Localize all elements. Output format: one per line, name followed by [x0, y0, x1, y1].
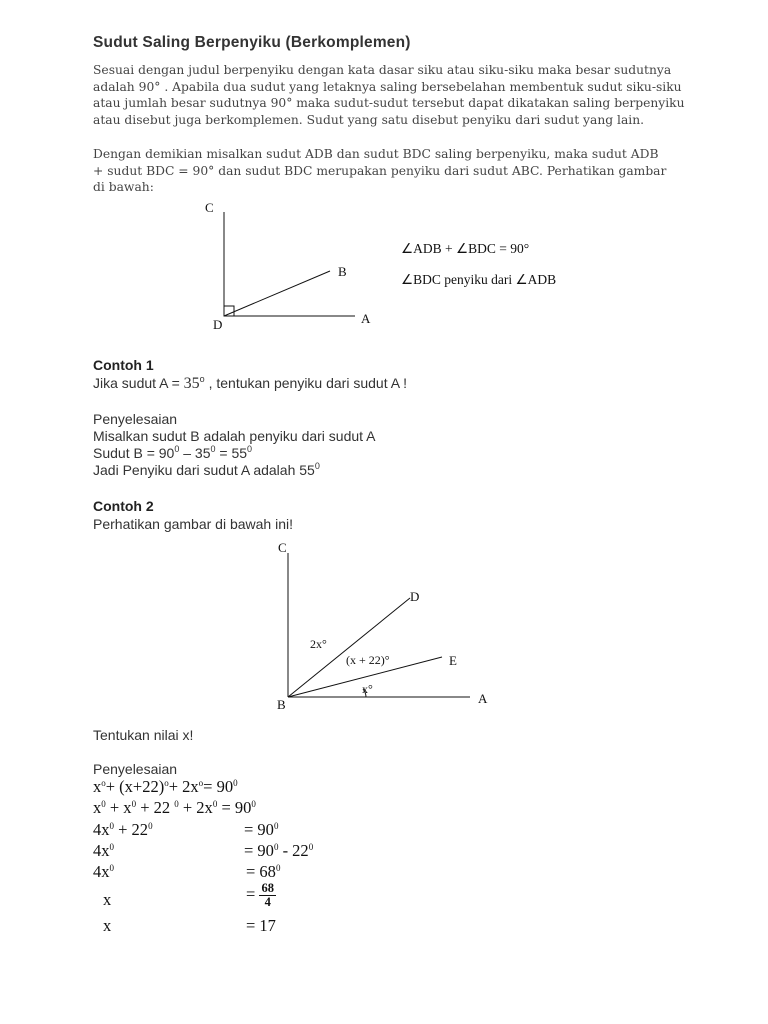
step-7-right: = 17	[246, 916, 276, 935]
step-2	[93, 798, 256, 818]
contoh-1-line-1: Misalkan sudut B adalah penyiku dari sudut A	[93, 428, 376, 444]
numerator: 68	[261, 881, 274, 895]
step-4-left	[93, 841, 114, 861]
step-1	[93, 777, 238, 797]
degree-sup: 0	[131, 799, 137, 809]
step-1-term: + (x+22)	[105, 777, 165, 796]
degree-sup: 0	[210, 444, 216, 454]
degree-sup: 0	[212, 799, 218, 809]
step-5-term: 4x	[93, 862, 110, 881]
step-2-term: = 90	[217, 798, 252, 817]
degree-sup: 0	[273, 842, 279, 852]
step-6-right	[246, 882, 276, 909]
degree-sup: o	[164, 778, 169, 788]
denominator: 4	[264, 895, 271, 909]
example-intro-paragraph	[93, 146, 693, 196]
question-prefix: Jika sudut A =	[93, 375, 184, 391]
degree-sup: o	[198, 778, 204, 788]
step-1-term: x	[93, 777, 102, 796]
step-3-term: 4x	[93, 820, 110, 839]
degree-sup: 0	[174, 444, 180, 454]
figure-2-diagram	[270, 540, 500, 715]
step-3-left	[93, 820, 153, 840]
intro-paragraph	[93, 62, 693, 128]
formula-sum: ∠ADB + ∠BDC = 90°	[401, 241, 530, 256]
degree-sup: o	[101, 778, 106, 788]
fraction	[259, 882, 276, 909]
line3-text: Jadi Penyiku dari sudut A adalah 55	[93, 462, 315, 478]
label-e: E	[449, 653, 457, 668]
degree-sup: 0	[109, 821, 114, 831]
contoh-2-instruction: Perhatikan gambar di bawah ini!	[93, 516, 294, 532]
degree-sup: o	[199, 374, 205, 384]
label-d: D	[213, 317, 223, 332]
step-3-right	[244, 820, 278, 840]
label-b: B	[338, 264, 347, 279]
step-4-term: 4x	[93, 841, 110, 860]
degree-sup: 0	[109, 842, 114, 852]
page-title: Sudut Saling Berpenyiku (Berkomplemen)	[93, 34, 411, 51]
contoh-2-solution-heading: Penyelesaian	[93, 761, 178, 777]
contoh-1-question	[93, 375, 407, 393]
degree-sup: 0	[314, 461, 320, 471]
step-5-left	[93, 862, 114, 882]
formula-complement: ∠BDC penyiku dari ∠ADB	[401, 272, 557, 287]
degree-sup: 0	[109, 863, 114, 873]
degree-sup: 0	[247, 444, 253, 454]
question-suffix: , tentukan penyiku dari sudut A !	[204, 375, 408, 391]
step-1-term: = 90	[203, 777, 234, 796]
step-1-term: + 2x	[168, 777, 199, 796]
step-5-term: = 68	[246, 862, 276, 881]
step-4-term: = 90	[244, 841, 274, 860]
contoh-1-line-3	[93, 462, 320, 478]
step-2-term: + 22	[136, 798, 175, 817]
question-value: 35	[183, 375, 200, 392]
step-5-right	[246, 862, 280, 882]
contoh-1-heading: Contoh 1	[93, 357, 154, 373]
equals-sign: =	[246, 884, 256, 904]
label-a: A	[361, 311, 371, 326]
contoh-2-question: Tentukan nilai x!	[93, 727, 194, 743]
degree-sup: 0	[101, 799, 106, 809]
contoh-2-heading: Contoh 2	[93, 498, 154, 514]
step-7-left: x	[103, 916, 112, 935]
degree-sup: 0	[273, 821, 279, 831]
step-3-term: + 22	[114, 820, 149, 839]
step-3-term: = 90	[244, 820, 274, 839]
example-intro-line: + sudut BDC = 90° dan sudut BDC merupakan penyiku dari sudut ABC. Perhatikan gambar	[93, 163, 667, 178]
line2-part-a: Sudut B = 90	[93, 445, 175, 461]
example-intro-line: Dengan demikian misalkan sudut ADB dan sudut BDC saling berpenyiku, maka sudut ADB	[93, 147, 659, 161]
ray-bd	[288, 598, 410, 697]
step-6-left: x	[103, 890, 112, 909]
angle-label-x: x°	[362, 682, 373, 696]
label-c: C	[205, 200, 214, 215]
step-2-term: + 2x	[178, 798, 213, 817]
step-4-right	[244, 841, 313, 861]
step-2-term: x	[93, 798, 102, 817]
step-2-term: + x	[105, 798, 132, 817]
degree-sup: 0	[275, 863, 281, 873]
label-c: C	[278, 540, 287, 555]
degree-sup: 0	[251, 799, 256, 809]
intro-line: adalah 90° . Apabila dua sudut yang letaknya saling bersebelahan membentuk sudut siku-siku	[93, 79, 682, 94]
angle-label-2x: 2x°	[310, 637, 327, 651]
contoh-1-line-2	[93, 445, 252, 461]
intro-line: atau jumlah besar sudutnya 90° maka sudut-sudut tersebut dapat dikatakan saling berpenyiku	[93, 96, 685, 111]
label-b: B	[277, 697, 286, 712]
label-d: D	[410, 589, 420, 604]
intro-line: atau disebut juga berkomplemen. Sudut yang satu disebut penyiku dari sudut yang lain.	[93, 112, 645, 127]
ray-db	[224, 271, 330, 316]
angle-label-x-plus-22: (x + 22)°	[346, 653, 390, 667]
contoh-1-solution-heading: Penyelesaian	[93, 411, 178, 427]
degree-sup: 0	[174, 799, 179, 809]
degree-sup: 0	[308, 842, 314, 852]
label-a: A	[478, 691, 488, 706]
degree-sup: 0	[148, 821, 153, 831]
line2-part-c: = 55	[215, 445, 248, 461]
degree-sup: 0	[233, 778, 238, 788]
example-intro-line: di bawah:	[93, 180, 154, 195]
step-4-term: - 22	[278, 841, 309, 860]
right-angle-mark	[224, 306, 234, 316]
line2-part-b: – 35	[179, 445, 211, 461]
intro-line: Sesuai dengan judul berpenyiku dengan kata dasar siku atau siku-siku maka besar sudutnya	[93, 63, 672, 77]
